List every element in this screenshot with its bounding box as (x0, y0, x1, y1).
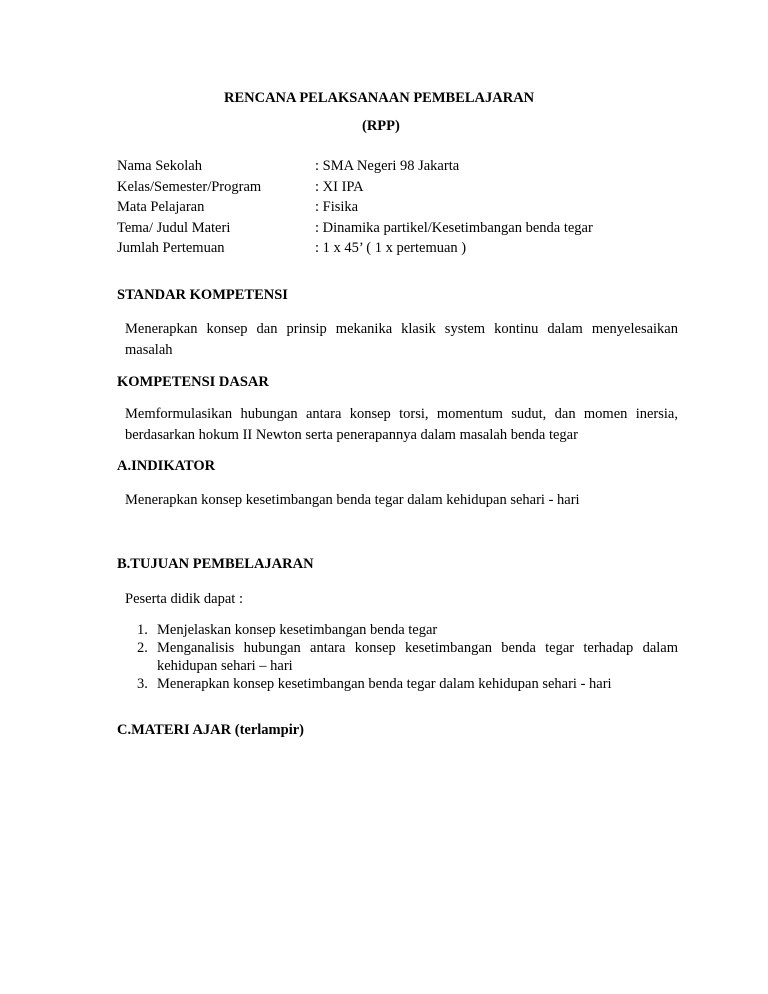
section-heading-kompetensi: KOMPETENSI DASAR (117, 374, 269, 390)
standar-text: Menerapkan konsep dan prinsip mekanika klasik system kontinu dalam menyelesaikan masalah (125, 321, 678, 358)
list-text: Menjelaskan konsep kesetimbangan benda tegar (157, 622, 438, 638)
document-subtitle: (RPP) (362, 118, 400, 134)
list-item (125, 621, 678, 639)
info-label: Kelas/Semester/Program (117, 178, 262, 195)
section-heading-tujuan: B.TUJUAN PEMBELAJARAN (117, 556, 314, 572)
list-number: 3. (137, 676, 148, 692)
info-label: Tema/ Judul Materi (117, 219, 231, 236)
indikator-text: Menerapkan konsep kesetimbangan benda tegar dalam kehidupan sehari - hari (125, 492, 580, 508)
tujuan-intro: Peserta didik dapat : (125, 591, 243, 607)
info-label: Jumlah Pertemuan (117, 240, 225, 256)
info-value: : Fisika (315, 199, 359, 215)
info-value: : XI IPA (315, 178, 364, 195)
section-heading-standar: STANDAR KOMPETENSI (117, 287, 288, 303)
info-value: : 1 x 45’ ( 1 x pertemuan ) (315, 240, 467, 256)
info-value: : Dinamika partikel/Kesetimbangan benda tegar (315, 219, 593, 236)
list-number: 1. (137, 622, 148, 638)
document-title: RENCANA PELAKSANAAN PEMBELAJARAN (224, 90, 535, 106)
list-item (125, 675, 678, 693)
list-item (125, 639, 678, 675)
section-heading-materi: C.MATERI AJAR (terlampir) (117, 722, 304, 738)
list-text: Menganalisis hubungan antara konsep kesetimbangan benda tegar terhadap dalam kehidupan sehari – hari (157, 640, 678, 674)
kompetensi-text: Memformulasikan hubungan antara konsep torsi, momentum sudut, dan momen inersia, berdasarkan hokum II Newton serta penerapannya dalam masalah benda tegar (125, 406, 678, 443)
info-label: Nama Sekolah (117, 158, 202, 174)
tujuan-list (125, 621, 678, 693)
list-number: 2. (137, 640, 148, 656)
info-label: Mata Pelajaran (117, 199, 205, 215)
list-text: Menerapkan konsep kesetimbangan benda tegar dalam kehidupan sehari - hari (157, 676, 612, 692)
info-value: : SMA Negeri 98 Jakarta (315, 158, 460, 174)
section-heading-indikator: A.INDIKATOR (117, 458, 216, 474)
